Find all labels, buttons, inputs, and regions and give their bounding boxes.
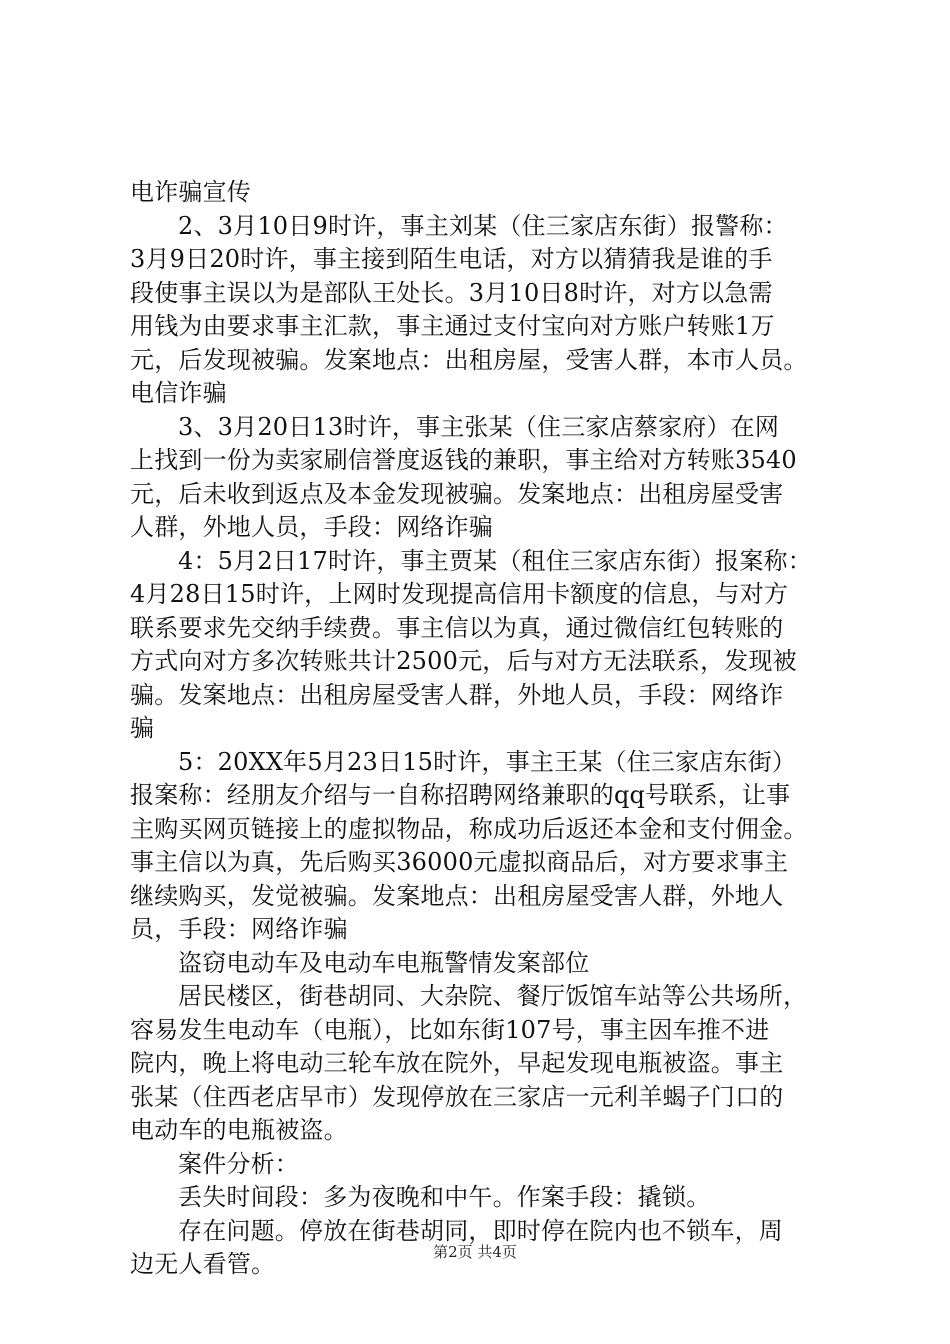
text-line: 上找到一份为卖家刷信誉度返钱的兼职，事主给对方转账3540 <box>130 446 797 474</box>
text-line: 容易发生电动车（电瓶），比如东街107号，事主因车推不进 <box>130 1015 770 1044</box>
document-body <box>130 176 830 1282</box>
text-line: 骗 <box>130 714 155 742</box>
text-line: 电动车的电瓶被盗。 <box>130 1116 348 1144</box>
text-line: 主购买网页链接上的虚拟物品，称成功后返还本金和支付佣金。 <box>130 814 808 843</box>
text-line: 电诈骗宣传 <box>130 178 251 206</box>
text-line: 院内，晚上将电动三轮车放在院外，早起发现电瓶被盗。事主 <box>130 1049 784 1077</box>
text-line: 段使事主误以为是部队王处长。3月10日8时许，对方以急需 <box>130 278 773 307</box>
text-line: 3月9日20时许，事主接到陌生电话，对方以猜猜我是谁的手 <box>130 245 773 273</box>
text-line: 2、3月10日9时许，事主刘某（住三家店东街）报警称： <box>178 211 788 240</box>
text-line: 5：20XX年5月23日15时许，事主王某（住三家店东街） <box>178 747 797 776</box>
text-line: 骗。发案地点：出租房屋受害人群，外地人员，手段：网络诈 <box>130 680 784 709</box>
text-line: 联系要求先交纳手续费。事主信以为真，通过微信红包转账的 <box>130 613 784 642</box>
text-line: 3、3月20日13时许，事主张某（住三家店蔡家府）在网 <box>178 412 780 441</box>
text-line: 员，手段：网络诈骗 <box>130 915 348 943</box>
text-line: 案件分析： <box>178 1149 299 1178</box>
text-line: 存在问题。停放在街巷胡同，即时停在院内也不锁车，周 <box>178 1216 783 1245</box>
text-line: 盗窃电动车及电动车电瓶警情发案部位 <box>178 948 590 977</box>
text-line: 元，后发现被骗。发案地点：出租房屋，受害人群，本市人员。 <box>130 345 808 374</box>
text-line: 边无人看管。 <box>130 1250 276 1278</box>
text-line: 张某（住西老店早市）发现停放在三家店一元利羊蝎子门口的 <box>130 1082 784 1111</box>
text-line: 方式向对方多次转账共计2500元，后与对方无法联系，发现被 <box>130 647 797 675</box>
text-line: 居民楼区，街巷胡同、大杂院、餐厅饭馆车站等公共场所， <box>178 982 808 1010</box>
text-line: 4：5月2日17时许，事主贾某（租住三家店东街）报案称： <box>178 546 812 575</box>
text-line: 元，后未收到返点及本金发现被骗。发案地点：出租房屋受害 <box>130 479 784 508</box>
text-line: 用钱为由要求事主汇款，事主通过支付宝向对方账户转账1万 <box>130 312 775 340</box>
text-line: 丢失时间段：多为夜晚和中午。作案手段：撬锁。 <box>178 1183 711 1211</box>
text-line: 报案称：经朋友介绍与一自称招聘网络兼职的qq号联系，让事 <box>130 781 791 809</box>
text-line: 4月28日15时许，上网时发现提高信用卡额度的信息，与对方 <box>130 580 789 608</box>
text-line: 电信诈骗 <box>130 379 227 407</box>
text-line: 人群，外地人员，手段：网络诈骗 <box>130 513 493 541</box>
page-footer: 第2页 共4页 <box>433 1243 517 1261</box>
text-line: 继续购买，发觉被骗。发案地点：出租房屋受害人群，外地人 <box>130 881 784 910</box>
text-line: 事主信以为真，先后购买36000元虚拟商品后，对方要求事主 <box>130 848 789 876</box>
